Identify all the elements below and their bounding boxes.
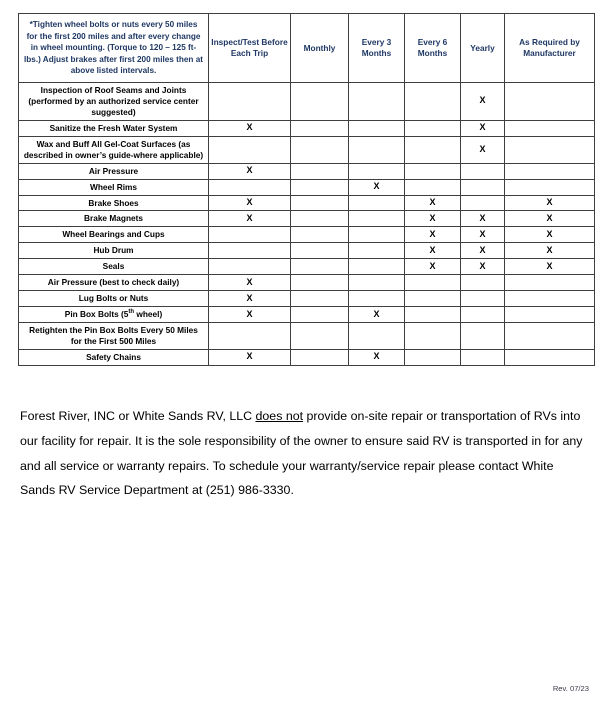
interval-empty [349,275,405,291]
interval-empty [461,323,505,350]
column-header-monthly: Monthly [291,14,349,83]
task-label: Hub Drum [19,243,209,259]
interval-empty [349,163,405,179]
interval-empty [291,83,349,121]
interval-empty [209,243,291,259]
interval-mark: X [209,195,291,211]
interval-mark: X [505,211,595,227]
interval-mark: X [209,211,291,227]
interval-empty [405,179,461,195]
interval-mark: X [461,227,505,243]
interval-mark: X [405,227,461,243]
interval-empty [291,179,349,195]
interval-mark: X [505,227,595,243]
interval-empty [291,136,349,163]
interval-empty [209,83,291,121]
table-header-row [19,14,595,83]
interval-empty [209,323,291,350]
interval-empty [405,307,461,323]
interval-empty [349,195,405,211]
interval-empty [291,120,349,136]
interval-empty [349,323,405,350]
interval-mark: X [505,195,595,211]
interval-empty [349,227,405,243]
maintenance-schedule-table [18,13,595,366]
task-label: Brake Magnets [19,211,209,227]
interval-empty [461,163,505,179]
interval-empty [349,243,405,259]
interval-mark: X [405,259,461,275]
task-label: Pin Box Bolts (5th wheel) [19,307,209,323]
task-label: Air Pressure [19,163,209,179]
task-label: Lug Bolts or Nuts [19,291,209,307]
interval-mark: X [461,83,505,121]
notice-text-part-1: Forest River, INC or White Sands RV, LLC [20,409,256,423]
table-row [19,136,595,163]
column-header-every-3-months: Every 3 Months [349,14,405,83]
interval-empty [349,136,405,163]
interval-mark: X [209,349,291,365]
interval-empty [291,163,349,179]
interval-empty [505,275,595,291]
interval-empty [461,179,505,195]
task-label: Seals [19,259,209,275]
table-row [19,307,595,323]
service-notice-paragraph [20,404,586,503]
interval-mark: X [461,120,505,136]
table-row [19,211,595,227]
interval-empty [349,291,405,307]
table-row [19,163,595,179]
interval-empty [291,323,349,350]
interval-empty [461,307,505,323]
interval-mark: X [209,275,291,291]
interval-empty [405,136,461,163]
interval-mark: X [505,243,595,259]
interval-empty [405,120,461,136]
task-label: Wheel Bearings and Cups [19,227,209,243]
interval-empty [209,259,291,275]
interval-empty [505,323,595,350]
column-header-note: *Tighten wheel bolts or nuts every 50 miles for the first 200 miles and after every change in wheel mounting. (Torque to 120 – 125 ft-lbs.) Adjust brakes after first 200 miles then at above listed intervals. [19,14,209,83]
interval-empty [291,291,349,307]
interval-mark: X [209,163,291,179]
table-row [19,349,595,365]
interval-mark: X [209,307,291,323]
task-label: Sanitize the Fresh Water System [19,120,209,136]
interval-empty [505,307,595,323]
table-row [19,243,595,259]
interval-empty [349,120,405,136]
interval-mark: X [461,259,505,275]
interval-mark: X [461,136,505,163]
interval-empty [291,243,349,259]
interval-empty [349,83,405,121]
task-label: Retighten the Pin Box Bolts Every 50 Miles for the First 500 Miles [19,323,209,350]
interval-empty [461,349,505,365]
column-header-as-required-by-manufacturer: As Required by Manufacturer [505,14,595,83]
interval-empty [505,349,595,365]
interval-empty [209,179,291,195]
interval-mark: X [405,195,461,211]
table-header [19,14,595,83]
interval-empty [505,136,595,163]
table-row [19,227,595,243]
table-row [19,83,595,121]
interval-empty [291,227,349,243]
task-label: Inspection of Roof Seams and Joints (performed by an authorized service center suggested) [19,83,209,121]
revision-footer: Rev. 07/23 [552,684,589,693]
maintenance-schedule-table-container [18,13,594,366]
interval-empty [291,259,349,275]
interval-mark: X [349,349,405,365]
interval-mark: X [505,259,595,275]
interval-mark: X [349,179,405,195]
table-row [19,291,595,307]
interval-empty [291,211,349,227]
task-label: Air Pressure (best to check daily) [19,275,209,291]
interval-empty [461,275,505,291]
interval-mark: X [209,120,291,136]
interval-mark: X [405,211,461,227]
interval-empty [209,136,291,163]
column-header-yearly: Yearly [461,14,505,83]
table-row [19,179,595,195]
notice-emphasis-does-not: does not [255,409,304,423]
interval-mark: X [461,211,505,227]
interval-empty [405,163,461,179]
interval-mark: X [209,291,291,307]
interval-mark: X [405,243,461,259]
notice-text-part-2: provide on-site repair or transportation of RVs into our facility for repair. It is the sole responsibility of the owner to ensure said RV is transported in for any and all service or warranty repairs. To schedule your warranty/service repair please contact White Sands RV Service Department at (251) 986-3330. [20,409,583,498]
table-row [19,275,595,291]
column-header-inspect-test-before-each-trip: Inspect/Test Before Each Trip [209,14,291,83]
interval-empty [505,163,595,179]
task-label: Brake Shoes [19,195,209,211]
table-row [19,323,595,350]
table-body [19,83,595,366]
interval-empty [209,227,291,243]
interval-mark: X [349,307,405,323]
table-row [19,259,595,275]
task-label: Wax and Buff All Gel-Coat Surfaces (as described in owner’s guide-where applicable) [19,136,209,163]
interval-empty [505,120,595,136]
task-label: Wheel Rims [19,179,209,195]
interval-mark: X [461,243,505,259]
interval-empty [291,307,349,323]
interval-empty [405,291,461,307]
column-header-every-6-months: Every 6 Months [405,14,461,83]
interval-empty [349,211,405,227]
table-row [19,120,595,136]
interval-empty [405,349,461,365]
interval-empty [291,195,349,211]
interval-empty [291,349,349,365]
interval-empty [505,291,595,307]
interval-empty [461,195,505,211]
interval-empty [461,291,505,307]
task-label: Safety Chains [19,349,209,365]
interval-empty [505,179,595,195]
interval-empty [405,323,461,350]
interval-empty [405,83,461,121]
interval-empty [291,275,349,291]
interval-empty [349,259,405,275]
interval-empty [505,83,595,121]
interval-empty [405,275,461,291]
table-row [19,195,595,211]
